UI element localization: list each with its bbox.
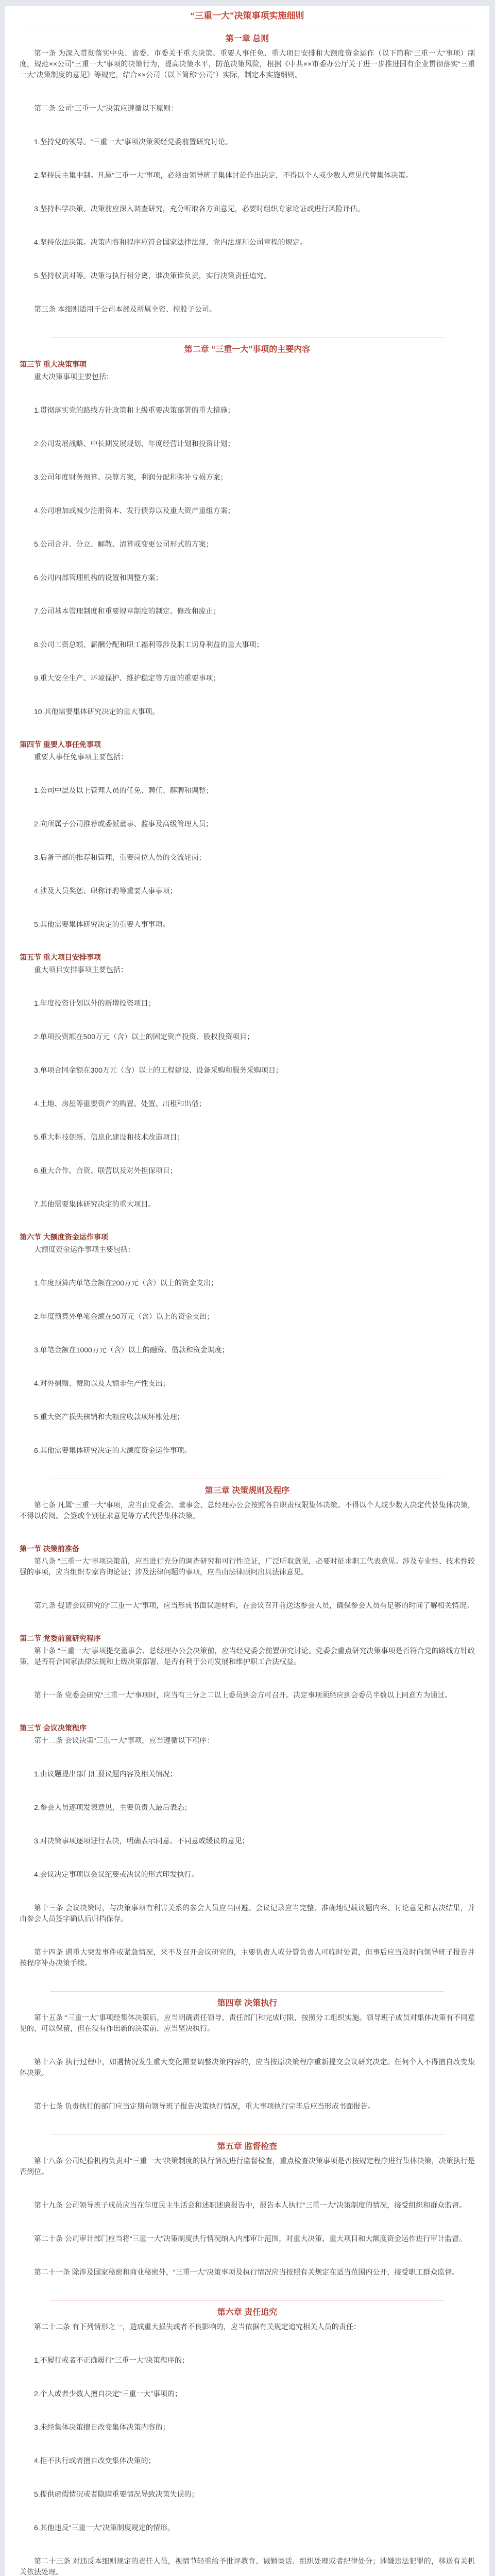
article-paragraph: 第二条 公司“三重一大”决策应遵循以下原则： bbox=[34, 104, 178, 112]
numbered-item: 2.公司发展战略、中长期发展规划、年度经营计划和投资计划； bbox=[34, 439, 235, 448]
article-paragraph: 第八条 “三重一大”事项决策前，应当进行充分的调查研究和可行性论证，广泛听取意见，必要时征求职工代表意见。涉及专业性、技术性较强的事项，应当组织专家咨询论证；涉及法律问题的事项，应当由法律顾问出具法律意见。 bbox=[20, 1557, 475, 1576]
article-paragraph: 第三条 本细则适用于公司本部及所属全资、控股子公司。 bbox=[34, 305, 216, 313]
numbered-item: 5.提供虚假情况或者隐瞒重要情况导致决策失误的； bbox=[34, 2490, 199, 2498]
numbered-item: 6.重大合作、合资、联营以及对外担保项目； bbox=[34, 1166, 177, 1175]
article-paragraph: 第十一条 党委会研究“三重一大”事项时，应当有三分之二以上委员到会方可召开。决定事项须经应到会委员半数以上同意方为通过。 bbox=[34, 1691, 452, 1699]
numbered-item: 3.公司年度财务预算、决算方案，利润分配和弥补亏损方案； bbox=[34, 473, 228, 481]
chapter-heading: 第五章 监督检查 bbox=[217, 2142, 278, 2151]
article-paragraph: 第二十三条 对违反本细则规定的责任人员，视情节轻重给予批评教育、诫勉谈话、组织处理或者纪律处分；涉嫌违法犯罪的，移送有关机关依法处理。 bbox=[20, 2557, 475, 2576]
numbered-item: 1.年度投资计划以外的新增投资项目； bbox=[34, 999, 156, 1007]
section-heading: 第六节 大额度资金运作事项 bbox=[20, 1233, 108, 1241]
numbered-item: 2.坚持民主集中制。凡属“三重一大”事项，必须由领导班子集体讨论作出决定，不得以个人或少数人意见代替集体决策。 bbox=[34, 171, 413, 179]
section-heading: 第三节 重大决策事项 bbox=[20, 360, 87, 368]
article-paragraph: 重大决策事项主要包括： bbox=[34, 372, 113, 381]
numbered-item: 5.其他需要集体研究决定的重要人事事项。 bbox=[34, 920, 170, 928]
chapter bbox=[20, 1998, 475, 2135]
article-paragraph: 第二十条 公司审计部门应当将“三重一大”决策制度执行情况纳入内部审计范围，对重大决策、重大项目和大额度资金运作进行审计监督。 bbox=[34, 2234, 467, 2243]
numbered-item: 6.公司内部管理机构的设置和调整方案； bbox=[34, 573, 163, 582]
article-paragraph: 第十二条 会议决策“三重一大”事项，应当遵循以下程序： bbox=[34, 1736, 214, 1744]
numbered-item: 4.拒不执行或者擅自改变集体决策的； bbox=[34, 2456, 156, 2465]
numbered-item: 10.其他需要集体研究决定的重大事项。 bbox=[34, 707, 160, 716]
numbered-item: 7.其他需要集体研究决定的重大项目。 bbox=[34, 1200, 156, 1208]
numbered-item: 3.对决策事项逐项进行表决，明确表示同意、不同意或缓议的意见； bbox=[34, 1837, 249, 1845]
article-paragraph: 重要人事任免事项主要包括： bbox=[34, 753, 128, 761]
chapter-divider bbox=[50, 2134, 444, 2135]
article-paragraph: 第十九条 公司领导班子成员应当在年度民主生活会和述职述廉报告中，报告本人执行“三重一大”决策制度的情况，接受组织和群众监督。 bbox=[34, 2201, 467, 2209]
chapter-divider bbox=[50, 1991, 444, 1992]
numbered-item: 5.公司合并、分立、解散、清算或变更公司形式的方案； bbox=[34, 540, 213, 548]
chapter-list bbox=[20, 33, 475, 2576]
numbered-item: 8.公司工资总额、薪酬分配和职工福利等涉及职工切身利益的重大事项； bbox=[34, 640, 264, 649]
article-paragraph: 第十八条 公司纪检机构负责对“三重一大”决策制度的执行情况进行监督检查，重点检查决策事项是否按规定程序进行集体决策，决策执行是否到位。 bbox=[20, 2157, 475, 2176]
numbered-item: 3.坚持科学决策。决策前应深入调查研究，充分听取各方面意见，必要时组织专家论证或进行风险评估。 bbox=[34, 205, 365, 213]
section-heading: 第一节 决策前准备 bbox=[20, 1545, 79, 1553]
section-heading: 第四节 重要人事任免事项 bbox=[20, 740, 101, 749]
numbered-item: 4.对外捐赠、赞助以及大额非生产性支出； bbox=[34, 1379, 170, 1387]
numbered-item: 4.公司增加或减少注册资本、发行债券以及重大资产重组方案； bbox=[34, 506, 235, 515]
numbered-item: 2.参会人员逐项发表意见，主要负责人最后表态； bbox=[34, 1803, 192, 1811]
chapter-divider bbox=[50, 337, 444, 338]
numbered-item: 2.单项投资额在500万元（含）以上的固定资产投资、股权投资项目； bbox=[34, 1032, 254, 1041]
document-title: “三重一大”决策事项实施细则 bbox=[20, 9, 475, 27]
numbered-item: 5.重大资产损失核销和大额应收款项坏账处理； bbox=[34, 1413, 184, 1421]
numbered-item: 4.土地、房屋等重要资产的购置、处置、出租和出借； bbox=[34, 1099, 206, 1108]
chapter bbox=[20, 2141, 475, 2301]
numbered-item: 7.公司基本管理制度和重要规章制度的制定、修改和废止； bbox=[34, 607, 220, 615]
document-page bbox=[5, 6, 489, 2576]
numbered-item: 5.重大科技创新、信息化建设和技术改造项目； bbox=[34, 1133, 184, 1141]
section-heading: 第五节 重大项目安排事项 bbox=[20, 953, 101, 961]
article-paragraph: 第二十二条 有下列情形之一，造成重大损失或者不良影响的，应当依据有关规定追究相关人员的责任： bbox=[34, 2323, 361, 2331]
article-paragraph: 第十条 “三重一大”事项提交董事会、总经理办公会决策前，应当经党委会前置研究讨论。党委会重点研究决策事项是否符合党的路线方针政策，是否符合国家法律法规和上级决策部署，是否有利于公司发展和维护职工合法权益。 bbox=[20, 1647, 475, 1666]
numbered-item: 9.重大安全生产、环境保护、维护稳定等方面的重要事项； bbox=[34, 674, 220, 682]
numbered-item: 3.单笔金额在1000万元（含）以上的融资、借款和资金调度； bbox=[34, 1346, 229, 1354]
chapter-heading: 第三章 决策规则及程序 bbox=[204, 1486, 290, 1495]
article-paragraph: 第七条 凡属“三重一大”事项，应当由党委会、董事会、总经理办公会按照各自职责权限集体决策。不得以个人或少数人决定代替集体决策，不得以传阅、会签或个别征求意见等方式代替集体决策。 bbox=[20, 1501, 475, 1520]
numbered-item: 1.由议题提出部门汇报议题内容及相关情况； bbox=[34, 1770, 177, 1778]
chapter-heading: 第一章 总则 bbox=[225, 35, 269, 43]
article-paragraph: 第二十一条 除涉及国家秘密和商业秘密外，“三重一大”决策事项及执行情况应当按照有关规定在适当范围内公开，接受职工群众监督。 bbox=[34, 2268, 459, 2276]
article-paragraph: 第十四条 遇重大突发事件或紧急情况，来不及召开会议研究的，主要负责人或分管负责人可临时处置，但事后应当及时向领导班子报告并按程序补办决策手续。 bbox=[20, 1948, 475, 1967]
numbered-item: 3.后备干部的推荐和管理，重要岗位人员的交流轮岗； bbox=[34, 853, 206, 861]
numbered-item: 4.会议决定事项以会议纪要或决议的形式印发执行。 bbox=[34, 1870, 199, 1878]
numbered-item: 5.坚持权责对等。决策与执行相分离，谁决策谁负责，实行决策责任追究。 bbox=[34, 272, 271, 280]
chapter bbox=[20, 344, 475, 1479]
section-heading: 第二节 党委前置研究程序 bbox=[20, 1634, 101, 1642]
chapter bbox=[20, 33, 475, 338]
article-paragraph: 第十七条 负责执行的部门应当定期向领导班子报告决策执行情况，重大事项执行完毕后应当形成书面报告。 bbox=[34, 2102, 375, 2110]
numbered-item: 2.向所属子公司推荐或委派董事、监事及高级管理人员； bbox=[34, 820, 213, 828]
numbered-item: 1.公司中层及以上管理人员的任免、聘任、解聘和调整； bbox=[34, 786, 213, 794]
numbered-item: 1.坚持党的领导。“三重一大”事项决策须经党委前置研究讨论。 bbox=[34, 138, 232, 146]
article-paragraph: 第十五条 “三重一大”事项经集体决策后，应当明确责任领导、责任部门和完成时限，按照分工组织实施。领导班子成员对集体决策有不同意见的，可以保留，但在没有作出新的决策前，应当坚决执行。 bbox=[20, 2013, 475, 2032]
numbered-item: 3.单项合同金额在300万元（含）以上的工程建设、设备采购和服务采购项目； bbox=[34, 1066, 283, 1074]
numbered-item: 1.贯彻落实党的路线方针政策和上级重要决策部署的重大措施； bbox=[34, 406, 235, 414]
numbered-item: 1.不履行或者不正确履行“三重一大”决策程序的； bbox=[34, 2356, 189, 2364]
chapter-divider bbox=[50, 2300, 444, 2301]
article-paragraph: 第十三条 会议决策时，与决策事项有利害关系的参会人员应当回避。会议记录应当完整、准确地记载议题内容、讨论意见和表决结果，并由参会人员签字确认后归档保存。 bbox=[20, 1904, 475, 1923]
chapter-heading: 第四章 决策执行 bbox=[217, 1999, 278, 2008]
numbered-item: 4.涉及人员奖惩、职称评聘等重要人事事项； bbox=[34, 887, 177, 895]
chapter bbox=[20, 1485, 475, 1992]
numbered-item: 1.年度预算内单笔金额在200万元（含）以上的资金支出； bbox=[34, 1279, 218, 1287]
article-paragraph: 大额度资金运作事项主要包括： bbox=[34, 1245, 135, 1253]
numbered-item: 4.坚持依法决策。决策内容和程序应符合国家法律法规、党内法规和公司章程的规定。 bbox=[34, 238, 307, 246]
chapter bbox=[20, 2307, 475, 2576]
article-paragraph: 第九条 提请会议研究的“三重一大”事项，应当形成书面议题材料，在会议召开前送达参会人员，确保参会人员有足够的时间了解相关情况。 bbox=[34, 1601, 474, 1609]
chapter-heading: 第二章 “三重一大”事项的主要内容 bbox=[184, 345, 311, 354]
numbered-item: 2.年度预算外单笔金额在50万元（含）以上的资金支出； bbox=[34, 1312, 214, 1320]
numbered-item: 2.个人或者少数人擅自决定“三重一大”事项的； bbox=[34, 2389, 182, 2398]
chapter-heading: 第六章 责任追究 bbox=[217, 2308, 278, 2317]
numbered-item: 6.其他违反“三重一大”决策制度规定的情形。 bbox=[34, 2523, 175, 2532]
numbered-item: 3.未经集体决策擅自改变集体决策内容的； bbox=[34, 2423, 170, 2431]
document-content bbox=[20, 9, 475, 2576]
article-paragraph: 第十六条 执行过程中，如遇情况发生重大变化需要调整决策内容的，应当按原决策程序重新提交会议研究决定。任何个人不得擅自改变集体决策。 bbox=[20, 2058, 475, 2077]
article-paragraph: 第一条 为深入贯彻落实中央、省委、市委关于重大决策、重要人事任免、重大项目安排和大额度资金运作（以下简称“三重一大”事项）制度，规范××公司“三重一大”事项的决策行为，提高决策水平，防范决策风险，根据《中共××市委办公厅关于进一步推进国有企业贯彻落实“三重一大”决策制度的意见》等规定，结合××公司（以下简称“公司”）实际，制定本实施细则。 bbox=[20, 49, 475, 79]
article-paragraph: 重大项目安排事项主要包括： bbox=[34, 965, 128, 974]
numbered-item: 6.其他需要集体研究决定的大额度资金运作事项。 bbox=[34, 1446, 192, 1454]
section-heading: 第三节 会议决策程序 bbox=[20, 1724, 87, 1732]
